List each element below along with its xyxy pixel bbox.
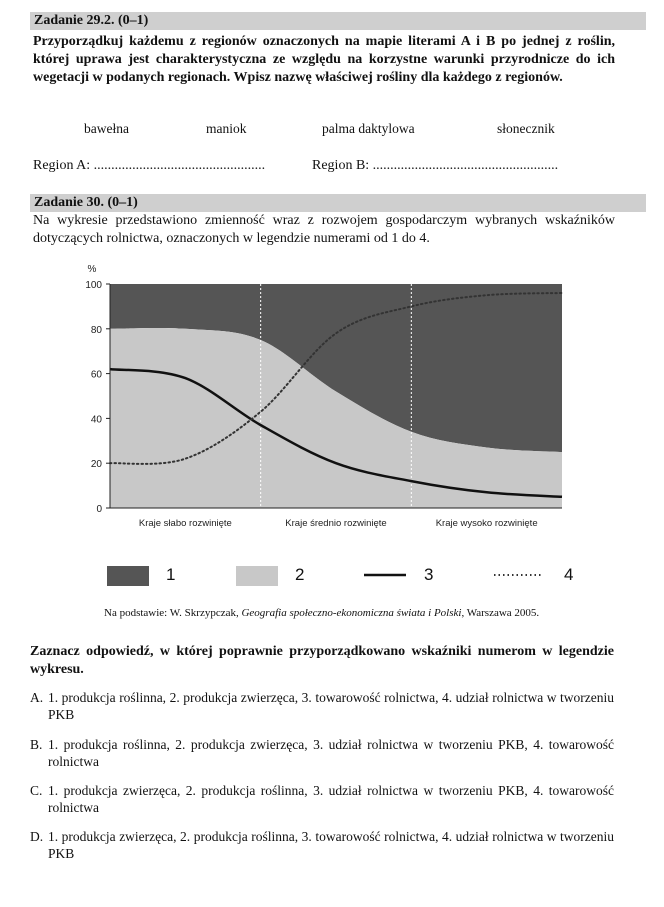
task-29-header: Zadanie 29.2. (0–1) [30,12,646,30]
answer-option-c[interactable] [30,782,614,816]
x-category-label: Kraje wysoko rozwinięte [435,518,538,529]
answer-letter: A. [30,690,44,705]
answer-text: 1. produkcja roślinna, 2. produkcja zwierzęca, 3. towarowość rolnictwa, 4. udział rolnictwa w tworzeniu PKB [48,690,614,722]
answer-letter: B. [30,737,43,752]
legend-swatch-1 [107,566,149,586]
answer-letter: D. [30,829,44,844]
region-b-answer-field[interactable]: Region B: ..................................................... [312,158,559,173]
chart [70,258,610,538]
y-axis-label: % [87,264,97,275]
legend-swatch-4 [492,568,544,582]
source-suffix: , Warszawa 2005. [461,607,540,619]
answer-option-d[interactable] [30,828,614,862]
y-tick-label: 100 [85,280,102,291]
y-tick-label: 40 [90,414,102,426]
legend-swatch-2 [236,566,278,586]
legend-swatch-3 [362,568,408,582]
answer-text: 1. produkcja zwierzęca, 2. produkcja roślinna, 3. towarowość rolnictwa, 4. udział rolnictwa w tworzeniu PKB [48,829,614,861]
y-tick-label: 0 [96,504,102,515]
task-30-question: Zaznacz odpowiedź, w której poprawnie przyporządkowano wskaźniki numerom w legendzie wykresu. [30,644,614,677]
x-category-label: Kraje średnio rozwinięte [285,518,387,529]
task-30-header: Zadanie 30. (0–1) [30,194,646,212]
y-tick-label: 20 [90,459,102,471]
answer-option-b[interactable] [30,736,614,770]
answer-text: 1. produkcja roślinna, 2. produkcja zwierzęca, 3. udział rolnictwa w tworzeniu PKB, 4. towarowość rolnictwa [48,737,614,769]
y-tick-label: 60 [90,369,102,381]
chart-source [104,607,539,619]
task-29-instruction: Przyporządkuj każdemu z regionów oznaczonych na mapie literami A i B po jednej z roślin, której uprawa jest charakterystyczna ze względu na korzystne warunki przyrodnicze do ich wegetacji w podanych regionach. Wpisz nazwę właściwej rośliny dla każdego z regionów. [33,34,615,85]
region-a-answer-field[interactable]: Region A: ................................................. [33,158,266,173]
legend-label-3: 3 [424,565,434,584]
plant-option: bawełna [84,121,129,136]
task-30-intro: Na wykresie przedstawiono zmienność wraz z rozwojem gospodarczym wybranych wskaźników dotyczących rolnictwa, oznaczonych w legendzie numerami od 1 do 4. [33,213,615,246]
y-tick-label: 80 [90,324,102,336]
answer-letter: C. [30,783,43,798]
source-prefix: Na podstawie: W. Skrzypczak, [104,607,242,619]
legend-label-1: 1 [166,565,176,584]
plant-option: palma daktylowa [322,121,415,136]
x-category-label: Kraje słabo rozwinięte [138,518,232,529]
plant-option: maniok [206,121,247,136]
answer-text: 1. produkcja zwierzęca, 2. produkcja roślinna, 3. udział rolnictwa w tworzeniu PKB, 4. towarowość rolnictwa [48,783,614,815]
answer-option-a[interactable] [30,689,614,723]
legend-label-4: 4 [564,565,574,584]
legend-label-2: 2 [295,565,305,584]
plant-option: słonecznik [497,121,555,136]
source-title: Geografia społeczno-ekonomiczna świata i Polski [241,607,462,619]
